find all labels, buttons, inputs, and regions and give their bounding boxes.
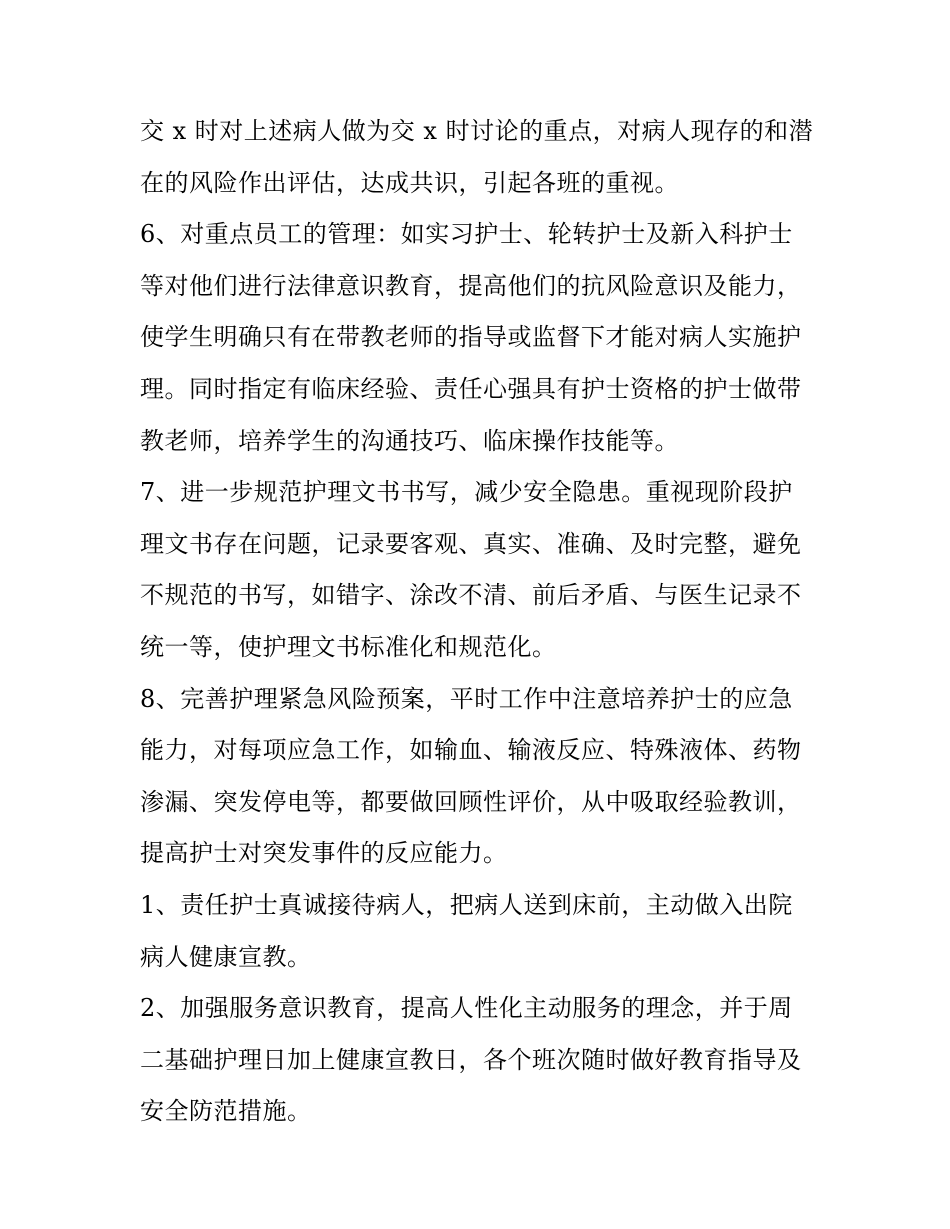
- text-line: 提高护士对突发事件的反应能力。: [140, 839, 508, 868]
- text-line: 不规范的书写，如错字、涂改不清、前后矛盾、与医生记录不: [140, 581, 802, 610]
- text-line: 使学生明确只有在带教老师的指导或监督下才能对病人实施护: [140, 323, 802, 352]
- text-line: 1、责任护士真诚接待病人，把病人送到床前，主动做入出院: [140, 890, 793, 919]
- text-line: 安全防范措施。: [140, 1097, 312, 1126]
- text-line: 能力，对每项应急工作，如输血、输液反应、特殊液体、药物: [140, 736, 802, 765]
- text-line: 统一等，使护理文书标准化和规范化。: [140, 632, 557, 661]
- text-line: 教老师，培养学生的沟通技巧、临床操作技能等。: [140, 426, 679, 455]
- text-line: 二基础护理日加上健康宣教日，各个班次随时做好教育指导及: [140, 1045, 802, 1074]
- text-line: 8、完善护理紧急风险预案，平时工作中注意培养护士的应急: [140, 684, 793, 713]
- text-line: 2、加强服务意识教育，提高人性化主动服务的理念，并于周: [140, 994, 793, 1023]
- text-line: 等对他们进行法律意识教育，提高他们的抗风险意识及能力，: [140, 271, 802, 300]
- document-body: [140, 106, 820, 1138]
- text-line: 理。同时指定有临床经验、责任心强具有护士资格的护士做带: [140, 374, 802, 403]
- text-line: 在的风险作出评估，达成共识，引起各班的重视。: [140, 168, 679, 197]
- text-line: 渗漏、突发停电等，都要做回顾性评价，从中吸取经验教训，: [140, 787, 802, 816]
- text-line: 交 x 时对上述病人做为交 x 时讨论的重点，对病人现存的和潜: [140, 117, 814, 145]
- text-line: 6、对重点员工的管理：如实习护士、轮转护士及新入科护士: [140, 220, 793, 249]
- text-line: 7、进一步规范护理文书书写，减少安全隐患。重视现阶段护: [140, 478, 793, 507]
- text-line: 病人健康宣教。: [140, 942, 312, 971]
- text-line: 理文书存在问题，记录要客观、真实、准确、及时完整，避免: [140, 529, 802, 558]
